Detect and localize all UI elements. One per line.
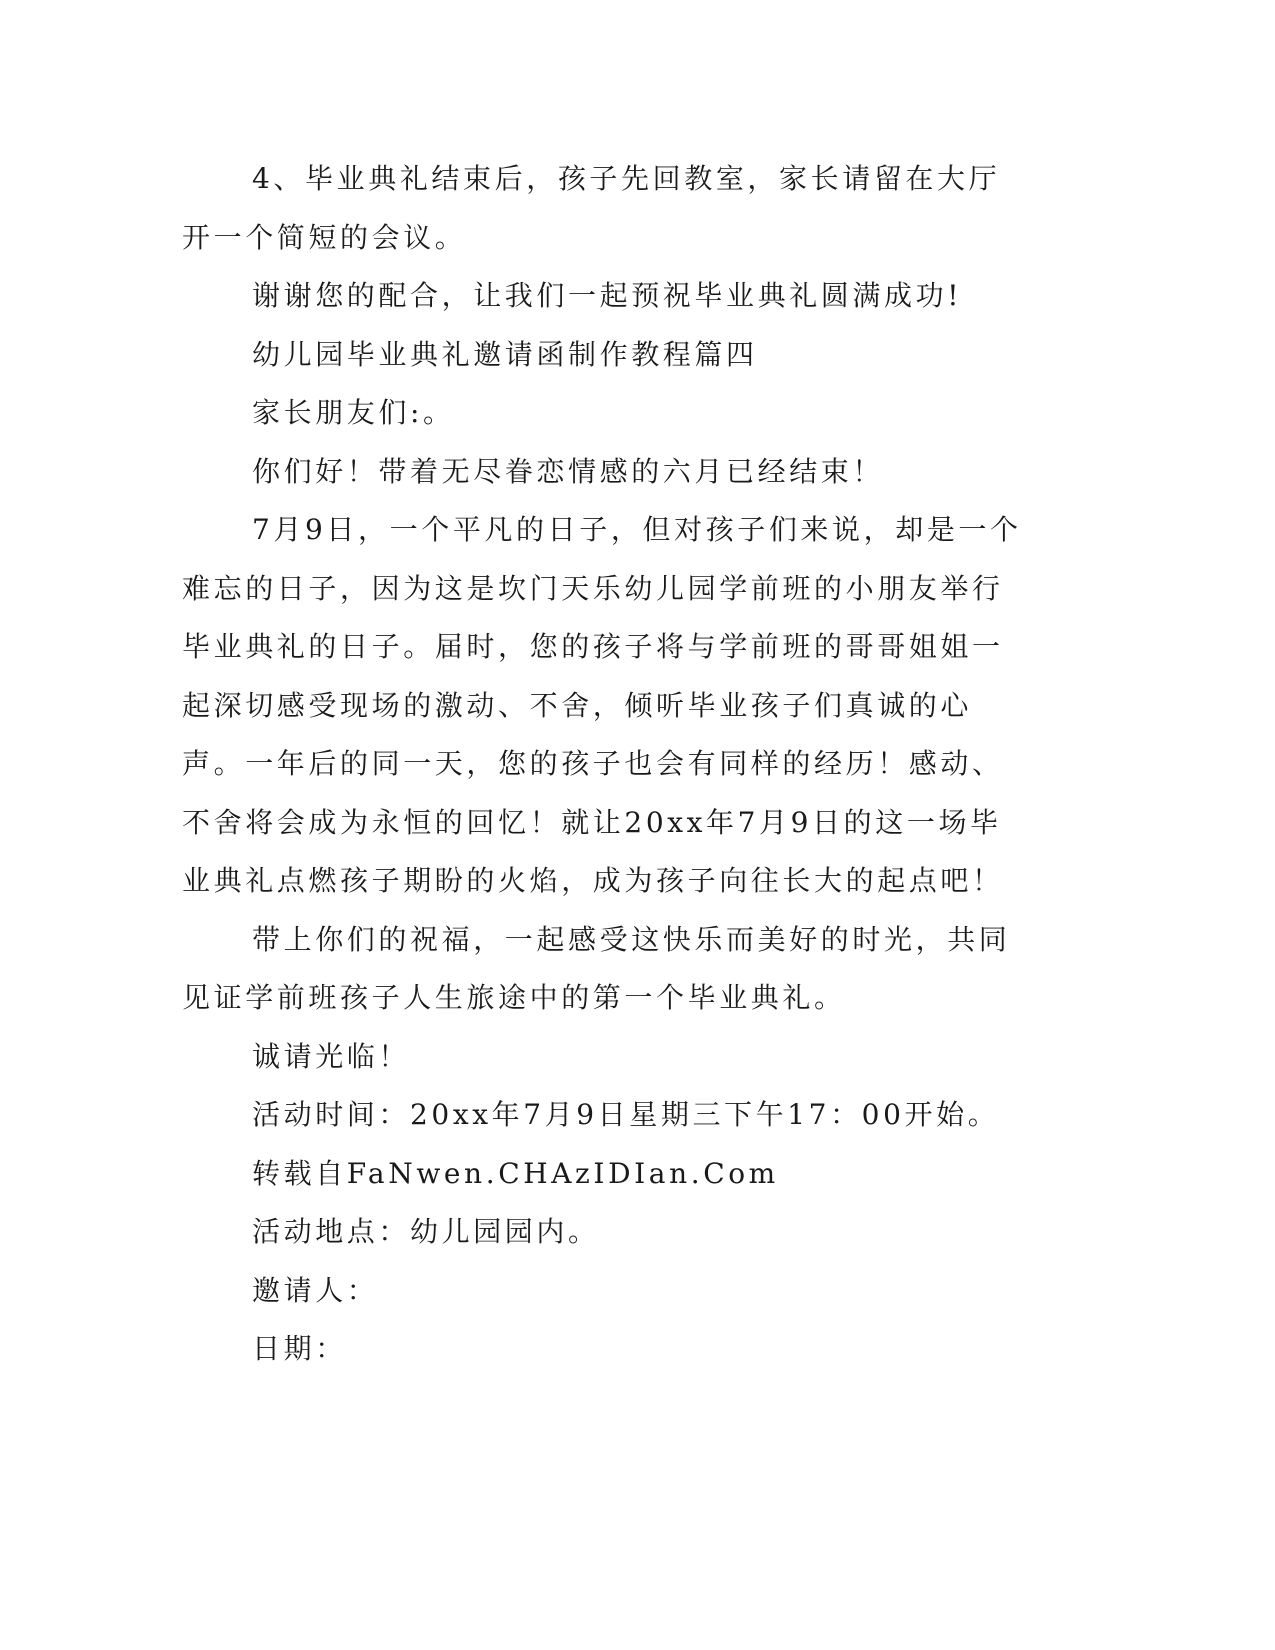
paragraph-ceremony-description: 7月9日，一个平凡的日子，但对孩子们来说，却是一个难忘的日子，因为这是坎门天乐幼儿园学前班的小朋友举行毕业典礼的日子。届时，您的孩子将与学前班的哥哥姐姐一起深切感受现场的激动、不舍，倾听毕业孩子们真诚的心声。一年后的同一天，您的孩子也会有同样的经历！感动、不舍将会成为永恒的回忆！就让20xx年7月9日的这一场毕业典礼点燃孩子期盼的火焰，成为孩子向往长大的起点吧！ <box>182 513 1022 897</box>
section-heading: 幼儿园毕业典礼邀请函制作教程篇四 <box>252 337 758 371</box>
welcome-line: 诚请光临！ <box>252 1039 411 1073</box>
greeting-line: 你们好！带着无尽眷恋情感的六月已经结束！ <box>252 454 885 488</box>
event-time: 活动时间：20xx年7月9日星期三下午17：00开始。 <box>252 1098 1000 1131</box>
inviter-line: 邀请人： <box>252 1273 379 1307</box>
source-note: 转载自FaNwen.CHAzIDIan.Com <box>252 1156 779 1190</box>
event-location: 活动地点：幼儿园园内。 <box>252 1215 600 1248</box>
salutation: 家长朋友们:。 <box>252 396 455 429</box>
paragraph-invitation-wishes: 带上你们的祝福，一起感受这快乐而美好的时光，共同见证学前班孩子人生旅途中的第一个毕业典礼。 <box>182 922 1011 1014</box>
paragraph-thanks: 谢谢您的配合，让我们一起预祝毕业典礼圆满成功! <box>252 279 963 312</box>
date-line: 日期： <box>252 1332 347 1365</box>
document-body <box>182 150 1022 1379</box>
paragraph-meeting-note: 4、毕业典礼结束后，孩子先回教室，家长请留在大厅开一个简短的会议。 <box>182 162 1001 254</box>
